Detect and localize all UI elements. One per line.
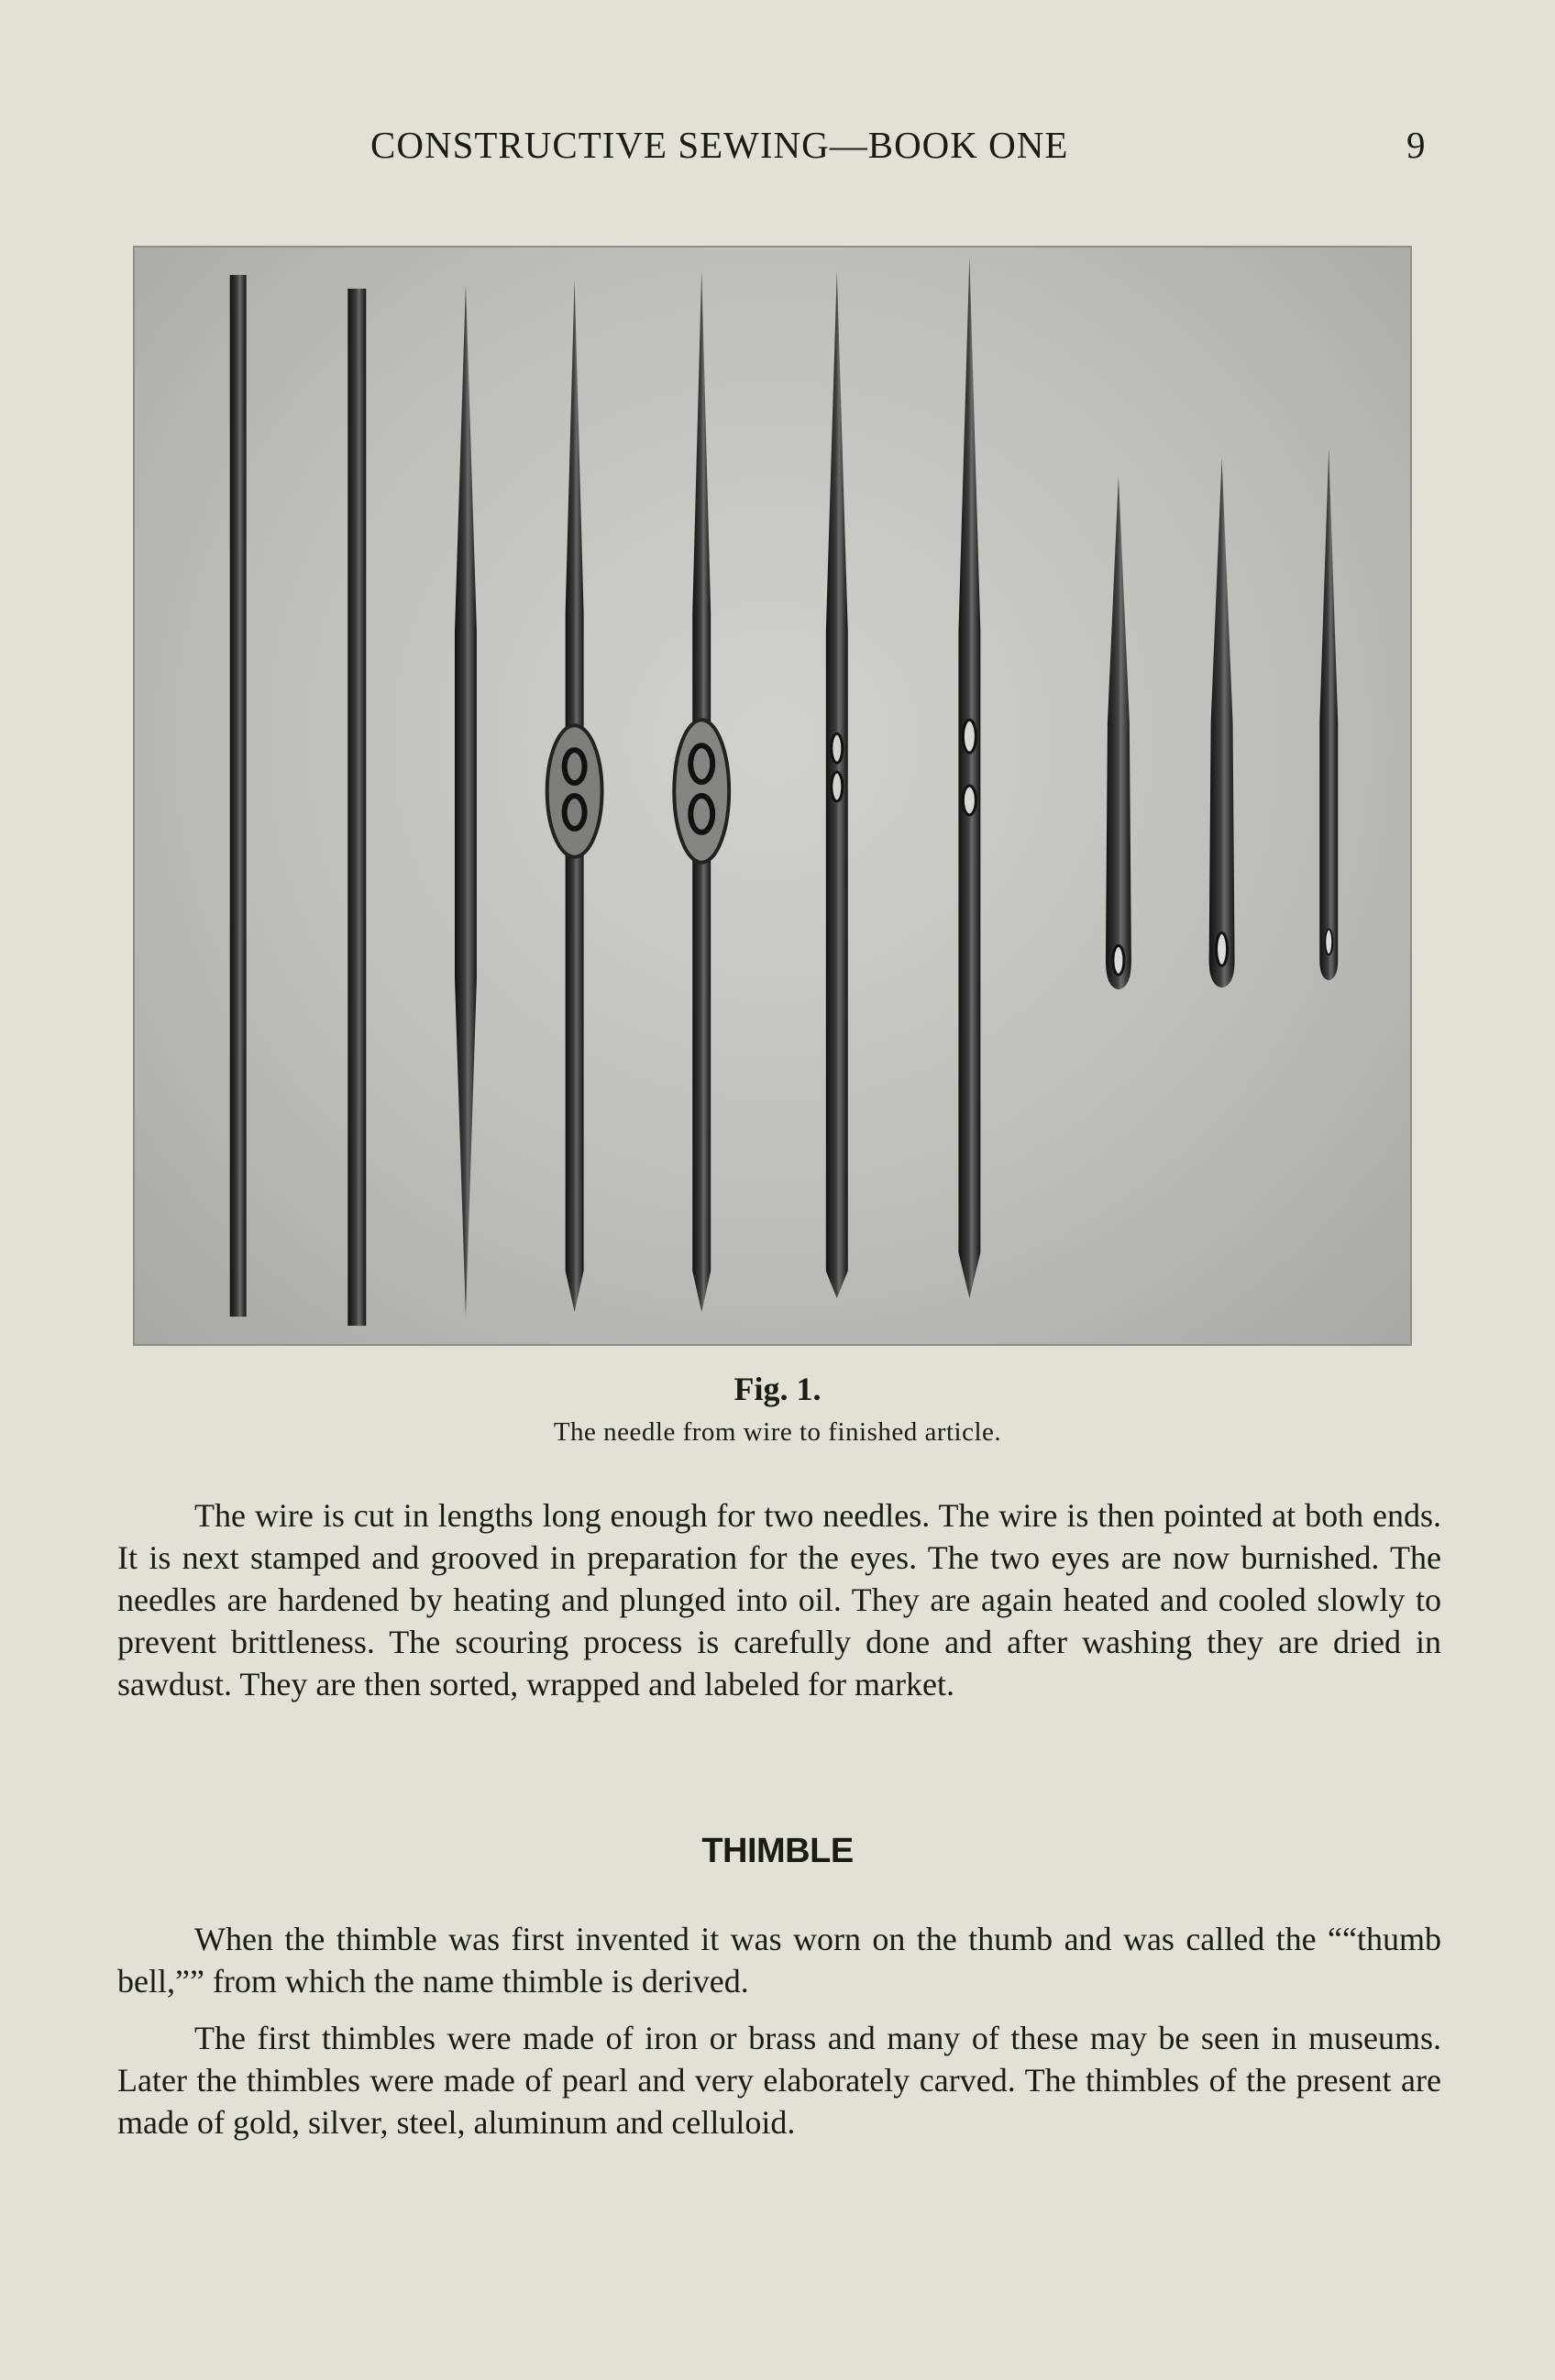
stamped-boss-2 [674,720,729,862]
body-paragraph-thimble-origin: When the thimble was first invented it was worn on the thumb and was called the ““thumb bell,”” from which the name thimble is derived. [117,1921,1441,2000]
body-paragraph-thimble-materials: The first thimbles were made of iron or brass and many of these may be seen in museums. Later the thimbles were made of pearl and very elaborately carved. The thimbles of the present are made of gold, silver, steel, aluminum and celluloid. [117,2020,1441,2141]
finished-eye-1 [1113,945,1124,975]
wire-length-2 [347,289,366,1326]
stamped-boss-1 [547,725,602,857]
finished-eye-3 [1325,930,1332,955]
punched-eye-1b [832,772,843,801]
needle-figure-photo [133,246,1412,1346]
section-heading-thimble: THIMBLE [701,1832,854,1870]
punched-eye-1a [832,733,843,763]
pointed-wire [455,284,477,1317]
figure-label: Fig. 1. [733,1371,822,1407]
finished-needle-1 [1106,476,1131,989]
finished-eye-2 [1217,933,1228,966]
wire-length-1 [230,275,247,1317]
finished-needle-3 [1319,448,1338,980]
burnished-eye-2a [963,720,976,753]
eyed-double-needle-2 [958,257,980,1298]
finished-needle-2 [1209,457,1235,987]
page-number: 9 [1406,124,1426,166]
needle-figure-illustration [135,248,1410,1344]
running-head: CONSTRUCTIVE SEWING—BOOK ONE [370,124,1069,166]
figure-caption: The needle from wire to finished article. [553,1417,1002,1447]
burnished-eye-2b [963,786,976,815]
body-paragraph-needle-process: The wire is cut in lengths long enough for two needles. The wire is then pointed at both ends. It is next stamped and grooved in preparation for the eyes. The two eyes are now burnished. The needles are hardened by heating and plunged into oil. They are again heated and cooled slowly to prevent brittleness. The scouring process is carefully done and after washing they are dried in sawdust. They are then sorted, wrapped and labeled for market. [117,1497,1441,1702]
